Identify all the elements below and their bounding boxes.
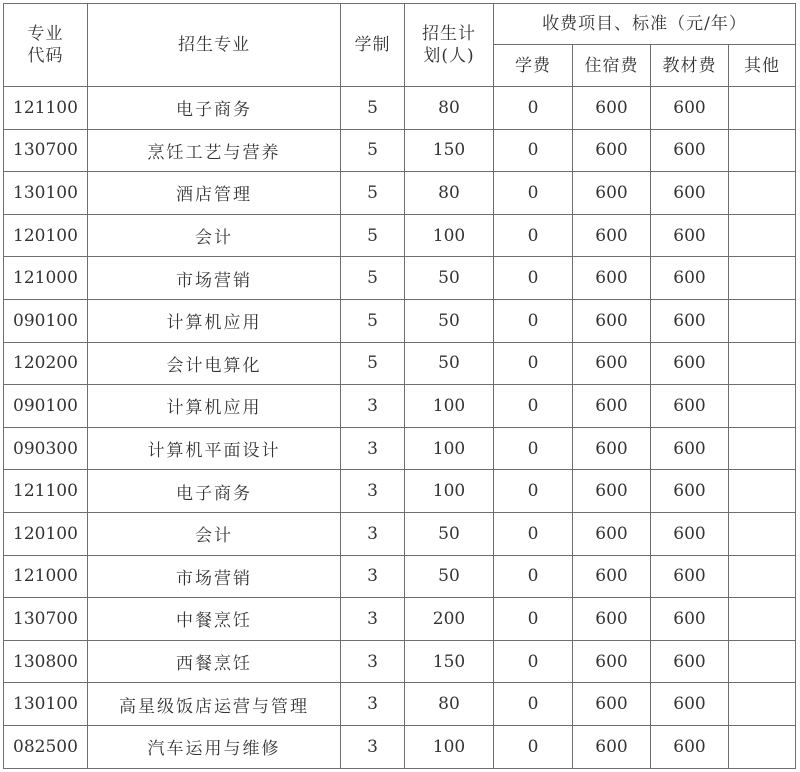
cell-tuition: 0 xyxy=(494,555,573,598)
cell-years: 5 xyxy=(341,129,405,172)
cell-tuition: 0 xyxy=(494,385,573,428)
cell-plan: 50 xyxy=(405,512,494,555)
table-row xyxy=(4,299,796,342)
cell-other xyxy=(729,640,796,683)
cell-other xyxy=(729,683,796,726)
table-row xyxy=(4,683,796,726)
cell-code: 130700 xyxy=(4,598,88,641)
cell-dorm: 600 xyxy=(573,725,651,768)
cell-other xyxy=(729,299,796,342)
cell-textbook: 600 xyxy=(651,385,729,428)
table-row xyxy=(4,385,796,428)
cell-dorm: 600 xyxy=(573,555,651,598)
cell-code: 120100 xyxy=(4,214,88,257)
cell-dorm: 600 xyxy=(573,470,651,513)
cell-plan: 100 xyxy=(405,214,494,257)
cell-code: 120100 xyxy=(4,512,88,555)
cell-years: 3 xyxy=(341,725,405,768)
cell-code: 130100 xyxy=(4,172,88,215)
cell-major: 汽车运用与维修 xyxy=(88,725,341,768)
header-textbook: 教材费 xyxy=(651,45,729,87)
cell-textbook: 600 xyxy=(651,683,729,726)
cell-textbook: 600 xyxy=(651,257,729,300)
header-fees-group: 收费项目、标准（元/年） xyxy=(494,4,796,45)
cell-other xyxy=(729,725,796,768)
cell-tuition: 0 xyxy=(494,598,573,641)
cell-plan: 80 xyxy=(405,87,494,130)
cell-code: 130800 xyxy=(4,640,88,683)
cell-plan: 200 xyxy=(405,598,494,641)
cell-dorm: 600 xyxy=(573,342,651,385)
cell-major: 市场营销 xyxy=(88,257,341,300)
cell-textbook: 600 xyxy=(651,87,729,130)
cell-plan: 150 xyxy=(405,129,494,172)
cell-plan: 100 xyxy=(405,385,494,428)
header-row xyxy=(4,4,796,45)
cell-tuition: 0 xyxy=(494,87,573,130)
cell-tuition: 0 xyxy=(494,129,573,172)
cell-dorm: 600 xyxy=(573,129,651,172)
cell-years: 3 xyxy=(341,598,405,641)
cell-tuition: 0 xyxy=(494,470,573,513)
cell-dorm: 600 xyxy=(573,257,651,300)
cell-other xyxy=(729,257,796,300)
cell-other xyxy=(729,427,796,470)
cell-major: 计算机应用 xyxy=(88,299,341,342)
cell-tuition: 0 xyxy=(494,257,573,300)
cell-other xyxy=(729,470,796,513)
cell-major: 电子商务 xyxy=(88,87,341,130)
cell-years: 5 xyxy=(341,87,405,130)
cell-code: 120200 xyxy=(4,342,88,385)
cell-code: 090100 xyxy=(4,299,88,342)
cell-years: 3 xyxy=(341,640,405,683)
cell-years: 5 xyxy=(341,172,405,215)
cell-major: 酒店管理 xyxy=(88,172,341,215)
cell-other xyxy=(729,129,796,172)
cell-textbook: 600 xyxy=(651,640,729,683)
table-row xyxy=(4,725,796,768)
table-row xyxy=(4,598,796,641)
cell-code: 090100 xyxy=(4,385,88,428)
cell-major: 会计电算化 xyxy=(88,342,341,385)
cell-code: 121100 xyxy=(4,470,88,513)
cell-tuition: 0 xyxy=(494,427,573,470)
table-row xyxy=(4,87,796,130)
cell-code: 130700 xyxy=(4,129,88,172)
cell-code: 121000 xyxy=(4,257,88,300)
header-code: 专业 代码 xyxy=(4,4,88,87)
table-row xyxy=(4,257,796,300)
table-row xyxy=(4,640,796,683)
cell-code: 130100 xyxy=(4,683,88,726)
cell-tuition: 0 xyxy=(494,512,573,555)
header-years: 学制 xyxy=(341,4,405,87)
cell-years: 3 xyxy=(341,555,405,598)
cell-textbook: 600 xyxy=(651,299,729,342)
cell-plan: 50 xyxy=(405,555,494,598)
cell-textbook: 600 xyxy=(651,470,729,513)
header-dorm: 住宿费 xyxy=(573,45,651,87)
cell-tuition: 0 xyxy=(494,640,573,683)
table-row xyxy=(4,427,796,470)
cell-textbook: 600 xyxy=(651,172,729,215)
header-tuition: 学费 xyxy=(494,45,573,87)
cell-dorm: 600 xyxy=(573,385,651,428)
cell-dorm: 600 xyxy=(573,683,651,726)
cell-plan: 80 xyxy=(405,172,494,215)
header-plan: 招生计 划(人) xyxy=(405,4,494,87)
header-major: 招生专业 xyxy=(88,4,341,87)
cell-years: 3 xyxy=(341,427,405,470)
cell-major: 计算机平面设计 xyxy=(88,427,341,470)
cell-other xyxy=(729,555,796,598)
cell-dorm: 600 xyxy=(573,427,651,470)
cell-years: 3 xyxy=(341,470,405,513)
cell-years: 5 xyxy=(341,299,405,342)
cell-plan: 100 xyxy=(405,470,494,513)
cell-major: 烹饪工艺与营养 xyxy=(88,129,341,172)
cell-code: 121000 xyxy=(4,555,88,598)
cell-textbook: 600 xyxy=(651,512,729,555)
enrollment-fee-table xyxy=(3,3,796,769)
cell-plan: 150 xyxy=(405,640,494,683)
cell-major: 中餐烹饪 xyxy=(88,598,341,641)
cell-other xyxy=(729,87,796,130)
cell-code: 090300 xyxy=(4,427,88,470)
cell-years: 5 xyxy=(341,257,405,300)
cell-other xyxy=(729,214,796,257)
cell-years: 3 xyxy=(341,385,405,428)
cell-textbook: 600 xyxy=(651,129,729,172)
cell-years: 5 xyxy=(341,214,405,257)
cell-major: 高星级饭店运营与管理 xyxy=(88,683,341,726)
header-other: 其他 xyxy=(729,45,796,87)
cell-tuition: 0 xyxy=(494,342,573,385)
cell-dorm: 600 xyxy=(573,172,651,215)
cell-other xyxy=(729,512,796,555)
table-row xyxy=(4,342,796,385)
cell-plan: 50 xyxy=(405,257,494,300)
cell-plan: 100 xyxy=(405,427,494,470)
cell-dorm: 600 xyxy=(573,214,651,257)
table-row xyxy=(4,214,796,257)
cell-years: 3 xyxy=(341,683,405,726)
cell-plan: 80 xyxy=(405,683,494,726)
table-row xyxy=(4,512,796,555)
cell-tuition: 0 xyxy=(494,725,573,768)
cell-years: 3 xyxy=(341,512,405,555)
cell-textbook: 600 xyxy=(651,598,729,641)
table-row xyxy=(4,555,796,598)
cell-other xyxy=(729,342,796,385)
cell-other xyxy=(729,598,796,641)
cell-plan: 50 xyxy=(405,299,494,342)
cell-major: 会计 xyxy=(88,214,341,257)
cell-textbook: 600 xyxy=(651,427,729,470)
cell-plan: 50 xyxy=(405,342,494,385)
cell-dorm: 600 xyxy=(573,87,651,130)
cell-code: 121100 xyxy=(4,87,88,130)
cell-tuition: 0 xyxy=(494,683,573,726)
cell-tuition: 0 xyxy=(494,299,573,342)
cell-textbook: 600 xyxy=(651,214,729,257)
cell-major: 西餐烹饪 xyxy=(88,640,341,683)
cell-other xyxy=(729,385,796,428)
cell-dorm: 600 xyxy=(573,598,651,641)
cell-major: 市场营销 xyxy=(88,555,341,598)
cell-dorm: 600 xyxy=(573,512,651,555)
cell-dorm: 600 xyxy=(573,299,651,342)
cell-code: 082500 xyxy=(4,725,88,768)
cell-dorm: 600 xyxy=(573,640,651,683)
cell-other xyxy=(729,172,796,215)
cell-tuition: 0 xyxy=(494,214,573,257)
cell-textbook: 600 xyxy=(651,555,729,598)
cell-tuition: 0 xyxy=(494,172,573,215)
table-row xyxy=(4,470,796,513)
table-row xyxy=(4,172,796,215)
cell-major: 会计 xyxy=(88,512,341,555)
cell-textbook: 600 xyxy=(651,342,729,385)
cell-major: 电子商务 xyxy=(88,470,341,513)
cell-years: 5 xyxy=(341,342,405,385)
cell-major: 计算机应用 xyxy=(88,385,341,428)
cell-plan: 100 xyxy=(405,725,494,768)
table-row xyxy=(4,129,796,172)
cell-textbook: 600 xyxy=(651,725,729,768)
